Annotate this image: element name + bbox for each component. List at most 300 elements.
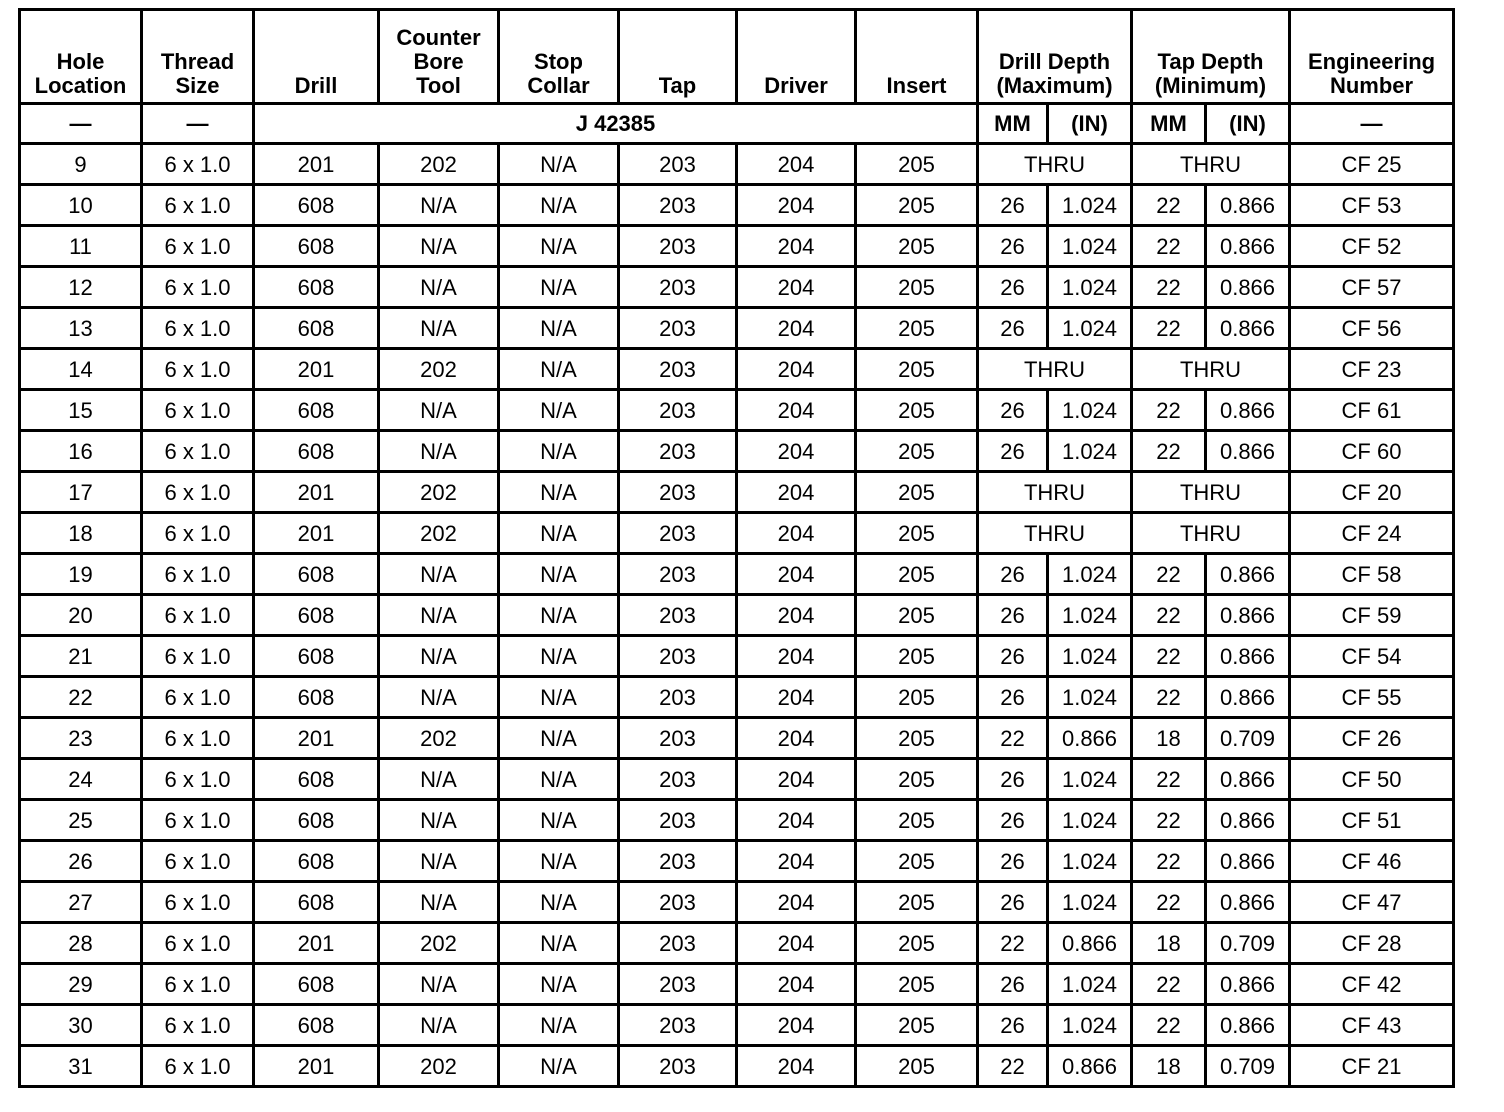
cell-drill-depth-mm: 26 bbox=[978, 759, 1048, 800]
cell-tap-depth-in: 0.709 bbox=[1206, 1046, 1290, 1087]
cell-engineering-number: CF 21 bbox=[1290, 1046, 1454, 1087]
cell-stop-collar: N/A bbox=[499, 882, 619, 923]
cell-drill-depth-in: 0.866 bbox=[1048, 718, 1132, 759]
cell-hole-location: 30 bbox=[20, 1005, 142, 1046]
cell-tap: 203 bbox=[619, 759, 737, 800]
header-thread-size: Thread Size bbox=[142, 10, 254, 104]
subheader-tool-kit: J 42385 bbox=[254, 104, 978, 144]
cell-tap-depth-mm: 18 bbox=[1132, 1046, 1206, 1087]
cell-drill-depth-thru: THRU bbox=[978, 349, 1132, 390]
cell-thread-size: 6 x 1.0 bbox=[142, 882, 254, 923]
cell-engineering-number: CF 51 bbox=[1290, 800, 1454, 841]
cell-insert: 205 bbox=[856, 513, 978, 554]
cell-tap-depth-mm: 22 bbox=[1132, 185, 1206, 226]
cell-stop-collar: N/A bbox=[499, 1005, 619, 1046]
cell-counter-bore-tool: N/A bbox=[379, 226, 499, 267]
cell-tap-depth-in: 0.866 bbox=[1206, 431, 1290, 472]
cell-hole-location: 25 bbox=[20, 800, 142, 841]
cell-drill: 608 bbox=[254, 185, 379, 226]
cell-drill-depth-mm: 26 bbox=[978, 800, 1048, 841]
cell-drill-depth-in: 1.024 bbox=[1048, 595, 1132, 636]
header-row bbox=[20, 10, 1454, 104]
cell-tap-depth-mm: 22 bbox=[1132, 595, 1206, 636]
cell-drill: 201 bbox=[254, 144, 379, 185]
cell-hole-location: 9 bbox=[20, 144, 142, 185]
cell-hole-location: 27 bbox=[20, 882, 142, 923]
cell-driver: 204 bbox=[737, 513, 856, 554]
cell-tap: 203 bbox=[619, 431, 737, 472]
cell-stop-collar: N/A bbox=[499, 636, 619, 677]
cell-tap-depth-in: 0.866 bbox=[1206, 800, 1290, 841]
cell-counter-bore-tool: 202 bbox=[379, 923, 499, 964]
cell-tap: 203 bbox=[619, 349, 737, 390]
cell-thread-size: 6 x 1.0 bbox=[142, 800, 254, 841]
table-row bbox=[20, 349, 1454, 390]
cell-tap: 203 bbox=[619, 677, 737, 718]
cell-driver: 204 bbox=[737, 882, 856, 923]
cell-driver: 204 bbox=[737, 718, 856, 759]
cell-engineering-number: CF 25 bbox=[1290, 144, 1454, 185]
table-row bbox=[20, 800, 1454, 841]
cell-tap: 203 bbox=[619, 636, 737, 677]
cell-drill-depth-in: 1.024 bbox=[1048, 800, 1132, 841]
cell-drill: 608 bbox=[254, 882, 379, 923]
cell-driver: 204 bbox=[737, 144, 856, 185]
cell-stop-collar: N/A bbox=[499, 390, 619, 431]
cell-stop-collar: N/A bbox=[499, 964, 619, 1005]
cell-tap-depth-mm: 22 bbox=[1132, 636, 1206, 677]
cell-tap: 203 bbox=[619, 554, 737, 595]
cell-insert: 205 bbox=[856, 964, 978, 1005]
cell-engineering-number: CF 57 bbox=[1290, 267, 1454, 308]
header-tap: Tap bbox=[619, 10, 737, 104]
cell-thread-size: 6 x 1.0 bbox=[142, 595, 254, 636]
cell-drill-depth-in: 0.866 bbox=[1048, 1046, 1132, 1087]
header-stop-collar: Stop Collar bbox=[499, 10, 619, 104]
cell-engineering-number: CF 53 bbox=[1290, 185, 1454, 226]
cell-engineering-number: CF 28 bbox=[1290, 923, 1454, 964]
cell-insert: 205 bbox=[856, 923, 978, 964]
cell-drill: 201 bbox=[254, 718, 379, 759]
table-row bbox=[20, 718, 1454, 759]
cell-tap-depth-in: 0.866 bbox=[1206, 390, 1290, 431]
cell-insert: 205 bbox=[856, 390, 978, 431]
cell-engineering-number: CF 20 bbox=[1290, 472, 1454, 513]
header-engineering-number: Engineering Number bbox=[1290, 10, 1454, 104]
table-row bbox=[20, 1005, 1454, 1046]
cell-stop-collar: N/A bbox=[499, 226, 619, 267]
cell-counter-bore-tool: 202 bbox=[379, 472, 499, 513]
cell-tap-depth-in: 0.866 bbox=[1206, 964, 1290, 1005]
cell-counter-bore-tool: N/A bbox=[379, 431, 499, 472]
cell-tap: 203 bbox=[619, 185, 737, 226]
cell-hole-location: 10 bbox=[20, 185, 142, 226]
cell-tap: 203 bbox=[619, 595, 737, 636]
cell-stop-collar: N/A bbox=[499, 308, 619, 349]
cell-drill-depth-in: 1.024 bbox=[1048, 185, 1132, 226]
cell-counter-bore-tool: 202 bbox=[379, 349, 499, 390]
cell-drill-depth-thru: THRU bbox=[978, 513, 1132, 554]
cell-drill-depth-mm: 26 bbox=[978, 185, 1048, 226]
cell-drill: 201 bbox=[254, 1046, 379, 1087]
cell-tap: 203 bbox=[619, 882, 737, 923]
cell-drill-depth-mm: 22 bbox=[978, 718, 1048, 759]
cell-stop-collar: N/A bbox=[499, 841, 619, 882]
cell-tap-depth-mm: 22 bbox=[1132, 308, 1206, 349]
cell-stop-collar: N/A bbox=[499, 800, 619, 841]
cell-stop-collar: N/A bbox=[499, 923, 619, 964]
cell-stop-collar: N/A bbox=[499, 1046, 619, 1087]
cell-tap-depth-mm: 22 bbox=[1132, 841, 1206, 882]
table-row bbox=[20, 431, 1454, 472]
table-row bbox=[20, 595, 1454, 636]
table-row bbox=[20, 144, 1454, 185]
cell-hole-location: 19 bbox=[20, 554, 142, 595]
cell-stop-collar: N/A bbox=[499, 431, 619, 472]
cell-counter-bore-tool: N/A bbox=[379, 1005, 499, 1046]
cell-tap: 203 bbox=[619, 267, 737, 308]
cell-drill-depth-mm: 26 bbox=[978, 390, 1048, 431]
cell-insert: 205 bbox=[856, 472, 978, 513]
cell-counter-bore-tool: N/A bbox=[379, 882, 499, 923]
cell-tap-depth-in: 0.709 bbox=[1206, 718, 1290, 759]
cell-tap-depth-mm: 22 bbox=[1132, 964, 1206, 1005]
cell-hole-location: 13 bbox=[20, 308, 142, 349]
cell-drill-depth-mm: 26 bbox=[978, 595, 1048, 636]
cell-driver: 204 bbox=[737, 964, 856, 1005]
cell-tap-depth-in: 0.866 bbox=[1206, 882, 1290, 923]
cell-drill: 608 bbox=[254, 308, 379, 349]
header-counter-bore-tool: Counter Bore Tool bbox=[379, 10, 499, 104]
table-row bbox=[20, 882, 1454, 923]
cell-drill-depth-mm: 26 bbox=[978, 882, 1048, 923]
cell-thread-size: 6 x 1.0 bbox=[142, 677, 254, 718]
cell-hole-location: 15 bbox=[20, 390, 142, 431]
cell-counter-bore-tool: N/A bbox=[379, 841, 499, 882]
cell-thread-size: 6 x 1.0 bbox=[142, 185, 254, 226]
cell-tap-depth-mm: 22 bbox=[1132, 554, 1206, 595]
cell-engineering-number: CF 24 bbox=[1290, 513, 1454, 554]
cell-drill-depth-thru: THRU bbox=[978, 144, 1132, 185]
cell-counter-bore-tool: N/A bbox=[379, 636, 499, 677]
subheader-engineering-number: — bbox=[1290, 104, 1454, 144]
table-row bbox=[20, 1046, 1454, 1087]
hole-specification-table bbox=[18, 8, 1455, 1088]
cell-hole-location: 14 bbox=[20, 349, 142, 390]
cell-driver: 204 bbox=[737, 800, 856, 841]
cell-counter-bore-tool: 202 bbox=[379, 1046, 499, 1087]
cell-thread-size: 6 x 1.0 bbox=[142, 759, 254, 800]
table-row bbox=[20, 513, 1454, 554]
cell-counter-bore-tool: 202 bbox=[379, 718, 499, 759]
cell-tap-depth-thru: THRU bbox=[1132, 349, 1290, 390]
cell-drill: 608 bbox=[254, 677, 379, 718]
cell-hole-location: 16 bbox=[20, 431, 142, 472]
cell-driver: 204 bbox=[737, 349, 856, 390]
cell-drill: 608 bbox=[254, 226, 379, 267]
cell-stop-collar: N/A bbox=[499, 144, 619, 185]
cell-counter-bore-tool: N/A bbox=[379, 800, 499, 841]
cell-engineering-number: CF 50 bbox=[1290, 759, 1454, 800]
table-row bbox=[20, 472, 1454, 513]
cell-driver: 204 bbox=[737, 759, 856, 800]
cell-hole-location: 18 bbox=[20, 513, 142, 554]
cell-hole-location: 21 bbox=[20, 636, 142, 677]
cell-tap-depth-mm: 22 bbox=[1132, 431, 1206, 472]
cell-tap: 203 bbox=[619, 308, 737, 349]
table-row bbox=[20, 841, 1454, 882]
cell-engineering-number: CF 56 bbox=[1290, 308, 1454, 349]
table-row bbox=[20, 964, 1454, 1005]
cell-counter-bore-tool: N/A bbox=[379, 759, 499, 800]
cell-drill-depth-thru: THRU bbox=[978, 472, 1132, 513]
cell-thread-size: 6 x 1.0 bbox=[142, 1046, 254, 1087]
cell-drill-depth-in: 1.024 bbox=[1048, 308, 1132, 349]
cell-engineering-number: CF 61 bbox=[1290, 390, 1454, 431]
cell-tap-depth-in: 0.709 bbox=[1206, 923, 1290, 964]
cell-engineering-number: CF 23 bbox=[1290, 349, 1454, 390]
cell-driver: 204 bbox=[737, 636, 856, 677]
cell-driver: 204 bbox=[737, 1005, 856, 1046]
cell-insert: 205 bbox=[856, 841, 978, 882]
cell-driver: 204 bbox=[737, 472, 856, 513]
cell-drill-depth-mm: 26 bbox=[978, 841, 1048, 882]
cell-tap: 203 bbox=[619, 226, 737, 267]
cell-tap-depth-mm: 22 bbox=[1132, 677, 1206, 718]
cell-thread-size: 6 x 1.0 bbox=[142, 472, 254, 513]
cell-tap-depth-mm: 18 bbox=[1132, 923, 1206, 964]
cell-tap-depth-thru: THRU bbox=[1132, 144, 1290, 185]
cell-drill-depth-mm: 26 bbox=[978, 964, 1048, 1005]
cell-counter-bore-tool: N/A bbox=[379, 964, 499, 1005]
cell-engineering-number: CF 26 bbox=[1290, 718, 1454, 759]
cell-insert: 205 bbox=[856, 1005, 978, 1046]
cell-thread-size: 6 x 1.0 bbox=[142, 431, 254, 472]
cell-thread-size: 6 x 1.0 bbox=[142, 513, 254, 554]
cell-drill: 201 bbox=[254, 349, 379, 390]
cell-drill-depth-mm: 26 bbox=[978, 267, 1048, 308]
cell-insert: 205 bbox=[856, 349, 978, 390]
cell-stop-collar: N/A bbox=[499, 554, 619, 595]
subheader-drill-in: (IN) bbox=[1048, 104, 1132, 144]
cell-insert: 205 bbox=[856, 882, 978, 923]
cell-thread-size: 6 x 1.0 bbox=[142, 718, 254, 759]
cell-thread-size: 6 x 1.0 bbox=[142, 390, 254, 431]
cell-counter-bore-tool: N/A bbox=[379, 267, 499, 308]
cell-counter-bore-tool: N/A bbox=[379, 308, 499, 349]
cell-driver: 204 bbox=[737, 595, 856, 636]
cell-engineering-number: CF 54 bbox=[1290, 636, 1454, 677]
cell-thread-size: 6 x 1.0 bbox=[142, 308, 254, 349]
cell-tap: 203 bbox=[619, 923, 737, 964]
cell-tap: 203 bbox=[619, 1005, 737, 1046]
cell-tap: 203 bbox=[619, 144, 737, 185]
cell-drill-depth-in: 1.024 bbox=[1048, 226, 1132, 267]
cell-drill-depth-in: 1.024 bbox=[1048, 759, 1132, 800]
cell-drill-depth-in: 1.024 bbox=[1048, 267, 1132, 308]
cell-tap-depth-mm: 22 bbox=[1132, 390, 1206, 431]
subheader-drill-mm: MM bbox=[978, 104, 1048, 144]
cell-tap: 203 bbox=[619, 390, 737, 431]
header-hole-location: Hole Location bbox=[20, 10, 142, 104]
cell-drill: 608 bbox=[254, 431, 379, 472]
cell-driver: 204 bbox=[737, 185, 856, 226]
subheader-tap-mm: MM bbox=[1132, 104, 1206, 144]
cell-driver: 204 bbox=[737, 267, 856, 308]
subheader-row bbox=[20, 104, 1454, 144]
cell-tap-depth-in: 0.866 bbox=[1206, 677, 1290, 718]
cell-insert: 205 bbox=[856, 718, 978, 759]
cell-engineering-number: CF 60 bbox=[1290, 431, 1454, 472]
cell-drill-depth-in: 1.024 bbox=[1048, 431, 1132, 472]
cell-drill-depth-mm: 26 bbox=[978, 554, 1048, 595]
cell-tap: 203 bbox=[619, 841, 737, 882]
header-insert: Insert bbox=[856, 10, 978, 104]
cell-insert: 205 bbox=[856, 308, 978, 349]
cell-hole-location: 29 bbox=[20, 964, 142, 1005]
cell-driver: 204 bbox=[737, 431, 856, 472]
cell-drill: 201 bbox=[254, 923, 379, 964]
cell-driver: 204 bbox=[737, 308, 856, 349]
cell-drill-depth-in: 1.024 bbox=[1048, 882, 1132, 923]
cell-drill: 201 bbox=[254, 472, 379, 513]
cell-drill: 608 bbox=[254, 595, 379, 636]
cell-drill-depth-in: 1.024 bbox=[1048, 554, 1132, 595]
cell-hole-location: 24 bbox=[20, 759, 142, 800]
cell-insert: 205 bbox=[856, 677, 978, 718]
cell-drill: 201 bbox=[254, 513, 379, 554]
cell-tap: 203 bbox=[619, 718, 737, 759]
cell-hole-location: 22 bbox=[20, 677, 142, 718]
cell-drill-depth-mm: 26 bbox=[978, 226, 1048, 267]
cell-counter-bore-tool: 202 bbox=[379, 513, 499, 554]
cell-tap-depth-mm: 22 bbox=[1132, 759, 1206, 800]
cell-drill: 608 bbox=[254, 964, 379, 1005]
cell-tap-depth-mm: 22 bbox=[1132, 1005, 1206, 1046]
cell-tap-depth-in: 0.866 bbox=[1206, 226, 1290, 267]
table-row bbox=[20, 226, 1454, 267]
cell-drill: 608 bbox=[254, 800, 379, 841]
cell-insert: 205 bbox=[856, 759, 978, 800]
cell-driver: 204 bbox=[737, 226, 856, 267]
cell-tap-depth-thru: THRU bbox=[1132, 472, 1290, 513]
cell-engineering-number: CF 55 bbox=[1290, 677, 1454, 718]
cell-driver: 204 bbox=[737, 841, 856, 882]
header-tap-depth: Tap Depth (Minimum) bbox=[1132, 10, 1290, 104]
cell-thread-size: 6 x 1.0 bbox=[142, 964, 254, 1005]
cell-stop-collar: N/A bbox=[499, 267, 619, 308]
cell-tap: 203 bbox=[619, 964, 737, 1005]
cell-tap-depth-in: 0.866 bbox=[1206, 841, 1290, 882]
cell-stop-collar: N/A bbox=[499, 185, 619, 226]
table-row bbox=[20, 677, 1454, 718]
cell-drill-depth-mm: 26 bbox=[978, 1005, 1048, 1046]
cell-insert: 205 bbox=[856, 431, 978, 472]
cell-counter-bore-tool: N/A bbox=[379, 185, 499, 226]
cell-tap-depth-mm: 22 bbox=[1132, 882, 1206, 923]
cell-hole-location: 23 bbox=[20, 718, 142, 759]
cell-thread-size: 6 x 1.0 bbox=[142, 923, 254, 964]
cell-engineering-number: CF 52 bbox=[1290, 226, 1454, 267]
cell-engineering-number: CF 46 bbox=[1290, 841, 1454, 882]
header-drill-depth: Drill Depth (Maximum) bbox=[978, 10, 1132, 104]
cell-drill-depth-in: 1.024 bbox=[1048, 964, 1132, 1005]
cell-driver: 204 bbox=[737, 923, 856, 964]
cell-drill: 608 bbox=[254, 636, 379, 677]
cell-counter-bore-tool: N/A bbox=[379, 595, 499, 636]
table-row bbox=[20, 636, 1454, 677]
table-row bbox=[20, 923, 1454, 964]
table-row bbox=[20, 267, 1454, 308]
cell-drill: 608 bbox=[254, 267, 379, 308]
cell-thread-size: 6 x 1.0 bbox=[142, 226, 254, 267]
cell-tap-depth-in: 0.866 bbox=[1206, 636, 1290, 677]
cell-hole-location: 28 bbox=[20, 923, 142, 964]
table-row bbox=[20, 390, 1454, 431]
cell-tap-depth-in: 0.866 bbox=[1206, 595, 1290, 636]
cell-insert: 205 bbox=[856, 267, 978, 308]
cell-stop-collar: N/A bbox=[499, 677, 619, 718]
cell-drill: 608 bbox=[254, 1005, 379, 1046]
cell-stop-collar: N/A bbox=[499, 472, 619, 513]
cell-engineering-number: CF 59 bbox=[1290, 595, 1454, 636]
header-drill: Drill bbox=[254, 10, 379, 104]
cell-drill: 608 bbox=[254, 390, 379, 431]
cell-driver: 204 bbox=[737, 554, 856, 595]
cell-insert: 205 bbox=[856, 595, 978, 636]
cell-thread-size: 6 x 1.0 bbox=[142, 841, 254, 882]
cell-stop-collar: N/A bbox=[499, 595, 619, 636]
cell-insert: 205 bbox=[856, 800, 978, 841]
cell-tap: 203 bbox=[619, 472, 737, 513]
cell-thread-size: 6 x 1.0 bbox=[142, 554, 254, 595]
cell-insert: 205 bbox=[856, 144, 978, 185]
cell-drill-depth-mm: 22 bbox=[978, 1046, 1048, 1087]
cell-thread-size: 6 x 1.0 bbox=[142, 1005, 254, 1046]
cell-driver: 204 bbox=[737, 677, 856, 718]
cell-hole-location: 31 bbox=[20, 1046, 142, 1087]
cell-hole-location: 20 bbox=[20, 595, 142, 636]
cell-drill-depth-in: 0.866 bbox=[1048, 923, 1132, 964]
cell-drill-depth-in: 1.024 bbox=[1048, 390, 1132, 431]
header-driver: Driver bbox=[737, 10, 856, 104]
cell-hole-location: 12 bbox=[20, 267, 142, 308]
table-row bbox=[20, 308, 1454, 349]
cell-tap: 203 bbox=[619, 1046, 737, 1087]
cell-drill: 608 bbox=[254, 841, 379, 882]
cell-drill-depth-mm: 26 bbox=[978, 431, 1048, 472]
cell-thread-size: 6 x 1.0 bbox=[142, 144, 254, 185]
cell-drill-depth-mm: 26 bbox=[978, 677, 1048, 718]
table-row bbox=[20, 759, 1454, 800]
cell-thread-size: 6 x 1.0 bbox=[142, 267, 254, 308]
cell-stop-collar: N/A bbox=[499, 349, 619, 390]
cell-tap: 203 bbox=[619, 513, 737, 554]
subheader-tap-in: (IN) bbox=[1206, 104, 1290, 144]
cell-engineering-number: CF 58 bbox=[1290, 554, 1454, 595]
cell-tap-depth-mm: 18 bbox=[1132, 718, 1206, 759]
cell-drill-depth-mm: 26 bbox=[978, 636, 1048, 677]
subheader-thread-size: — bbox=[142, 104, 254, 144]
cell-hole-location: 26 bbox=[20, 841, 142, 882]
cell-drill-depth-mm: 26 bbox=[978, 308, 1048, 349]
cell-drill-depth-in: 1.024 bbox=[1048, 677, 1132, 718]
cell-tap-depth-thru: THRU bbox=[1132, 513, 1290, 554]
cell-counter-bore-tool: N/A bbox=[379, 554, 499, 595]
cell-driver: 204 bbox=[737, 1046, 856, 1087]
cell-tap-depth-mm: 22 bbox=[1132, 800, 1206, 841]
table-row bbox=[20, 185, 1454, 226]
